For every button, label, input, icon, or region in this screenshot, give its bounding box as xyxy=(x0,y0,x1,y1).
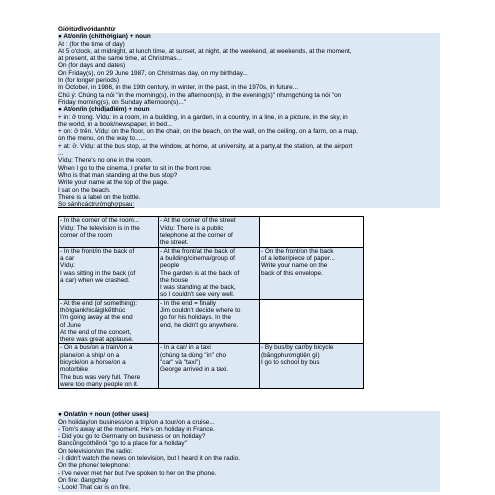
cell-line: George arrived in a taxi. xyxy=(160,366,229,374)
cell-line: At the end of the concert, xyxy=(60,328,132,336)
cell-line: - On the front/on the back xyxy=(261,247,334,255)
cell-line: of June xyxy=(60,321,81,329)
text-line: - Look! That car is on fire. xyxy=(58,484,131,492)
table-cell xyxy=(59,217,159,247)
cell-line: - At the front/at the back of xyxy=(160,247,235,255)
cell-line: corner of the room xyxy=(60,232,113,240)
cell-line: - At the end (of something): xyxy=(60,299,138,307)
text-line: On the phone/ telephone: xyxy=(58,462,131,470)
table-cell xyxy=(159,299,260,344)
table-row xyxy=(59,299,364,344)
cell-line: end, he didn't go anywhere. xyxy=(160,321,239,329)
cell-line: a car) when we crashed. xyxy=(60,276,130,284)
text-line: + in: ở trong. Vídụ: in a room, in a building, in a garden, in a country, in a line, in a picture, in the sky, in xyxy=(58,113,348,121)
cell-line: Vídụ: xyxy=(60,262,75,270)
cell-line: The bus was very full. There xyxy=(60,373,141,381)
cell-line: the house xyxy=(160,276,189,284)
example-line: Write your name at the top of the page. xyxy=(58,179,169,187)
table-cell xyxy=(59,344,159,389)
cell-line: so I couldn't see very well. xyxy=(160,291,235,299)
table-cell xyxy=(159,344,260,389)
cell-line: I was standing at the back, xyxy=(160,284,236,292)
example-line: Who is that man standing at the bus stop? xyxy=(58,171,178,179)
section-heading-place: ● At/on/in (chiđịađiểm) + noun xyxy=(58,106,440,113)
cell-line: there was great applause. xyxy=(60,336,134,344)
cell-line: Write your name on the xyxy=(261,262,328,270)
table-row xyxy=(59,217,364,247)
cell-line: a car xyxy=(60,254,75,262)
cell-line: - On a bus/on a train/on a xyxy=(60,344,133,352)
section-time-body xyxy=(58,41,440,107)
cell-line: I was sitting in the back (of xyxy=(60,269,136,277)
document xyxy=(58,26,440,492)
cell-line: thờigiankhicáigìkếtthúc xyxy=(60,306,126,314)
section-heading-time: ● At/on/in (chithờigian) + noun xyxy=(58,33,440,40)
cell-line: (bằngphươngtiện gì) xyxy=(261,351,320,359)
table-cell xyxy=(260,217,364,247)
text-line: Friday morning(s), on Sunday afternoon(s)..." xyxy=(58,98,187,106)
text-line: On fire: đangcháy xyxy=(58,476,109,484)
cell-line: (chúng ta dùng "in" cho xyxy=(160,351,227,359)
text-line: + on: ở trên. Vídụ: on the floor, on the chair, on the beach, on the wall, on the ceiling, on a farm, on a map, xyxy=(58,128,358,136)
cell-line: back of this envelope. xyxy=(261,269,323,277)
cell-line: the street. xyxy=(160,239,189,247)
text-line: On Friday(s), on 29 June 1987, on Christmas day, on my birthday... xyxy=(58,69,248,77)
cell-line: motorbike xyxy=(60,366,89,374)
cell-line: - In a car/ in a taxi xyxy=(160,344,211,352)
table-cell xyxy=(260,247,364,299)
section-other-body xyxy=(58,419,440,492)
table-cell xyxy=(159,217,260,247)
text-line: At 5 o'clock, at midnight, at lunch time, at sunset, at night, at the weekend, at weekends, at the moment, xyxy=(58,47,352,55)
example-line: I sat on the beach. xyxy=(58,186,111,194)
table-cell xyxy=(59,247,159,299)
cell-line: bicycle/on a horse/on a xyxy=(60,359,126,367)
cell-line: I go to school by bus xyxy=(261,359,320,367)
example-line: Vídụ: There's no one in the room. xyxy=(58,157,153,165)
table-cell xyxy=(59,299,159,344)
comparison-table xyxy=(58,216,364,389)
cell-line: Jim couldn't decide where to xyxy=(160,306,241,314)
text-line: + at: ở. Vídụ: at the bus stop, at the window, at home, at university, at a party,at the station, at the airport xyxy=(58,142,353,150)
table-row xyxy=(59,247,364,299)
cell-line: - In the end = finally xyxy=(160,299,216,307)
text-line: - I didn't watch the news on television, but I heard it on the radio. xyxy=(58,455,241,463)
cell-line: plane/on a ship/ on a xyxy=(60,351,120,359)
compare-heading: So sánhcáctrườnghợpsau: xyxy=(58,201,135,209)
text-line: - Did you go to Germany on business or on holiday? xyxy=(58,433,206,441)
text-line: - Tom's away at the moment. He's on holiday in France. xyxy=(58,425,215,433)
text-line: at present, at the same time, at Christmas... xyxy=(58,55,182,63)
cell-line: "car" và "taxi") xyxy=(160,359,201,367)
cell-line: were too many people on it. xyxy=(60,380,139,388)
text-line: - I've never met her but I've spoken to her on the phone. xyxy=(58,469,217,477)
cell-line: - In the corner of the room... xyxy=(60,217,140,225)
table-row xyxy=(59,344,364,389)
text-line: ... xyxy=(58,150,64,158)
table-cell xyxy=(159,247,260,299)
cell-line: of a letter/piece of paper... xyxy=(261,254,335,262)
section-heading-other: ● On/at/in + noun (other uses) xyxy=(58,411,440,418)
cell-line: go for his holidays. In the xyxy=(160,314,232,322)
text-line: On television/on the radio: xyxy=(58,447,133,455)
text-line: Chú ý: Chúng ta nói "in the morning(s), in the afternoon(s), in the evening(s)" nhưngchúng ta nói "on xyxy=(58,91,342,99)
text-line: At : (for the time of day) xyxy=(58,40,125,48)
cell-line: - By bus/by car/by bicycle xyxy=(261,344,334,352)
cell-line: - At the corner of the street xyxy=(160,217,236,225)
cell-line: telephone at the corner of xyxy=(160,232,233,240)
table-cell xyxy=(260,299,364,344)
cell-line: people xyxy=(160,262,180,270)
text-line: On holiday/on business/on a trip/on a tour/on a cruise... xyxy=(58,418,215,426)
text-line: On (for days and dates) xyxy=(58,62,126,70)
table-cell xyxy=(260,344,364,389)
cell-line: - In the front/in the back of xyxy=(60,247,135,255)
cell-line: Vídụ: The television is in the xyxy=(60,224,140,232)
example-line: There is a label on the bottle. xyxy=(58,193,141,201)
cell-line: The garden is at the back of xyxy=(160,269,240,277)
cell-line: I'm going away at the end xyxy=(60,314,133,322)
cell-line: a building/cinema/group of xyxy=(160,254,235,262)
text-line: Bancũngcóthểnói "go to a place for a holiday" xyxy=(58,440,187,448)
cell-line: Vídụ: There is a public xyxy=(160,224,224,232)
document-title: Giớitừđivớidanhtừ xyxy=(58,26,116,33)
section-place-body xyxy=(58,114,440,209)
text-line: In October, in 1986, in the 19th century, in winter, in the past, in the 1970s, in future... xyxy=(58,84,299,92)
text-line: on the menu, on the way to...... xyxy=(58,135,146,143)
example-line: When I go to the cinema, I prefer to sit in the front row. xyxy=(58,164,212,172)
text-line: In (for longer periods) xyxy=(58,77,120,85)
text-line: the world, in a book/newspaper, in bed... xyxy=(58,120,173,128)
